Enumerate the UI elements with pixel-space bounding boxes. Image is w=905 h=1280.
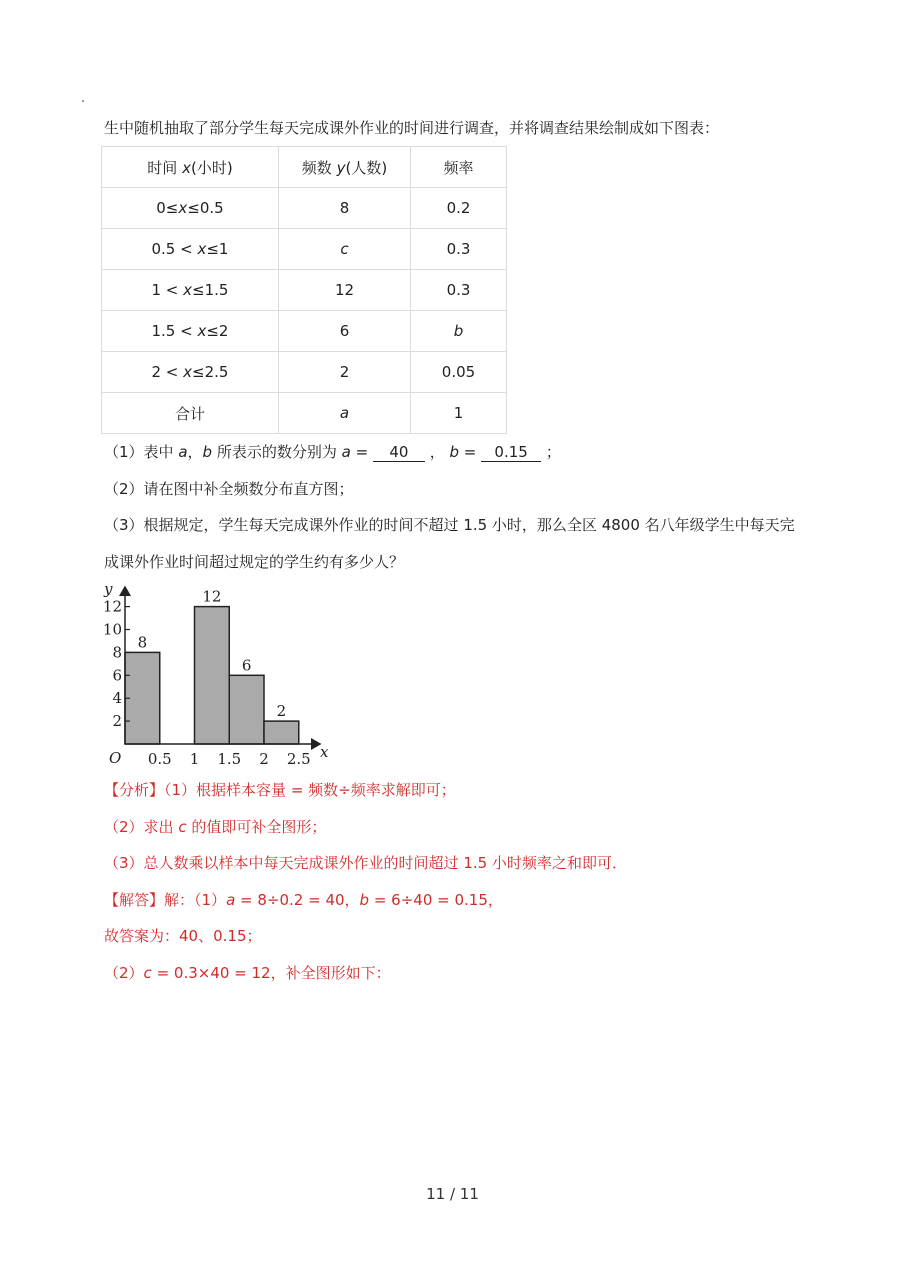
cell-rate: 0.05	[411, 352, 507, 393]
cell-count: 6	[279, 311, 411, 352]
table-header-row	[102, 147, 507, 188]
cell-rate: b	[411, 311, 507, 352]
cell-range: 0.5 < x≤1	[102, 229, 279, 270]
analysis-line2: （2）求出 c 的值即可补全图形；	[104, 818, 327, 836]
page-number: 11 / 11	[426, 1185, 479, 1203]
cell-range: 0≤x≤0.5	[102, 188, 279, 229]
cell-count: c	[279, 229, 411, 270]
analysis-line3: （3）总人数乘以样本中每天完成课外作业的时间超过 1.5 小时频率之和即可．	[104, 854, 627, 872]
header-time: 时间 x(小时)	[102, 147, 279, 188]
table-row	[102, 188, 507, 229]
y-tick-label: 8	[112, 643, 122, 662]
x-tick-label: 1	[189, 750, 200, 768]
y-tick-label: 6	[112, 666, 122, 685]
origin-label: O	[109, 749, 122, 767]
answer-line3: （2）c = 0.3×40 = 12，补全图形如下：	[104, 964, 391, 982]
scan-dot	[82, 100, 84, 102]
cell-count: 2	[279, 352, 411, 393]
table-row	[102, 311, 507, 352]
histogram-bar	[125, 652, 160, 744]
cell-rate: 0.2	[411, 188, 507, 229]
question-3-line1: （3）根据规定，学生每天完成课外作业的时间不超过 1.5 小时，那么全区 4800 名八年级学生中每天完	[104, 516, 795, 534]
histogram	[98, 578, 338, 772]
table-row	[102, 229, 507, 270]
cell-rate: 0.3	[411, 229, 507, 270]
bar-value-label: 12	[202, 587, 222, 606]
y-tick-label: 12	[102, 597, 122, 616]
cell-range: 1.5 < x≤2	[102, 311, 279, 352]
y-tick-label: 2	[112, 712, 122, 731]
bar-value-label: 2	[276, 702, 287, 721]
x-tick-label: 1.5	[217, 750, 242, 768]
header-count: 频数 y(人数)	[279, 147, 411, 188]
cell-range: 1 < x≤1.5	[102, 270, 279, 311]
analysis-line1: 【分析】（1）根据样本容量 = 频数÷频率求解即可；	[104, 781, 456, 799]
histogram-bar	[195, 607, 230, 744]
histogram-bars	[125, 588, 299, 744]
table-row	[102, 270, 507, 311]
x-tick-label: 2	[259, 750, 269, 768]
cell-total-rate: 1	[411, 393, 507, 434]
answer-line2: 故答案为：40、0.15；	[104, 927, 262, 945]
frequency-table	[101, 146, 507, 434]
bar-value-label: 8	[137, 633, 148, 652]
answer-b-blank: 0.15	[481, 443, 541, 462]
answer-a-blank: 40	[373, 443, 425, 462]
question-1: （1）表中 a，b 所表示的数分别为 a = 40 ， b = 0.15 ；	[104, 443, 561, 461]
y-tick-label: 4	[112, 689, 122, 708]
question-3-line2: 成课外作业时间超过规定的学生约有多少人？	[104, 553, 405, 571]
cell-count: 8	[279, 188, 411, 229]
x-tick-label: 0.5	[147, 750, 172, 768]
y-axis-label: y	[104, 580, 113, 598]
question-2: （2）请在图中补全频数分布直方图；	[104, 480, 354, 498]
intro-text: 生中随机抽取了部分学生每天完成课外作业的时间进行调查，并将调查结果绘制成如下图表：	[104, 119, 720, 137]
cell-count: 12	[279, 270, 411, 311]
answer-line1: 【解答】解：（1）a = 8÷0.2 = 40，b = 6÷40 = 0.15，	[104, 891, 503, 909]
histogram-bar	[229, 675, 264, 744]
table-row	[102, 352, 507, 393]
histogram-bar	[264, 721, 299, 744]
y-tick-label: 10	[102, 620, 122, 639]
x-axis-label: x	[320, 743, 329, 761]
x-tick-label: 2.5	[286, 750, 311, 768]
bar-value-label: 6	[241, 656, 252, 675]
cell-rate: 0.3	[411, 270, 507, 311]
header-rate: 频率	[411, 147, 507, 188]
cell-total-count: a	[279, 393, 411, 434]
cell-total-label: 合计	[102, 393, 279, 434]
table-total-row	[102, 393, 507, 434]
cell-range: 2 < x≤2.5	[102, 352, 279, 393]
